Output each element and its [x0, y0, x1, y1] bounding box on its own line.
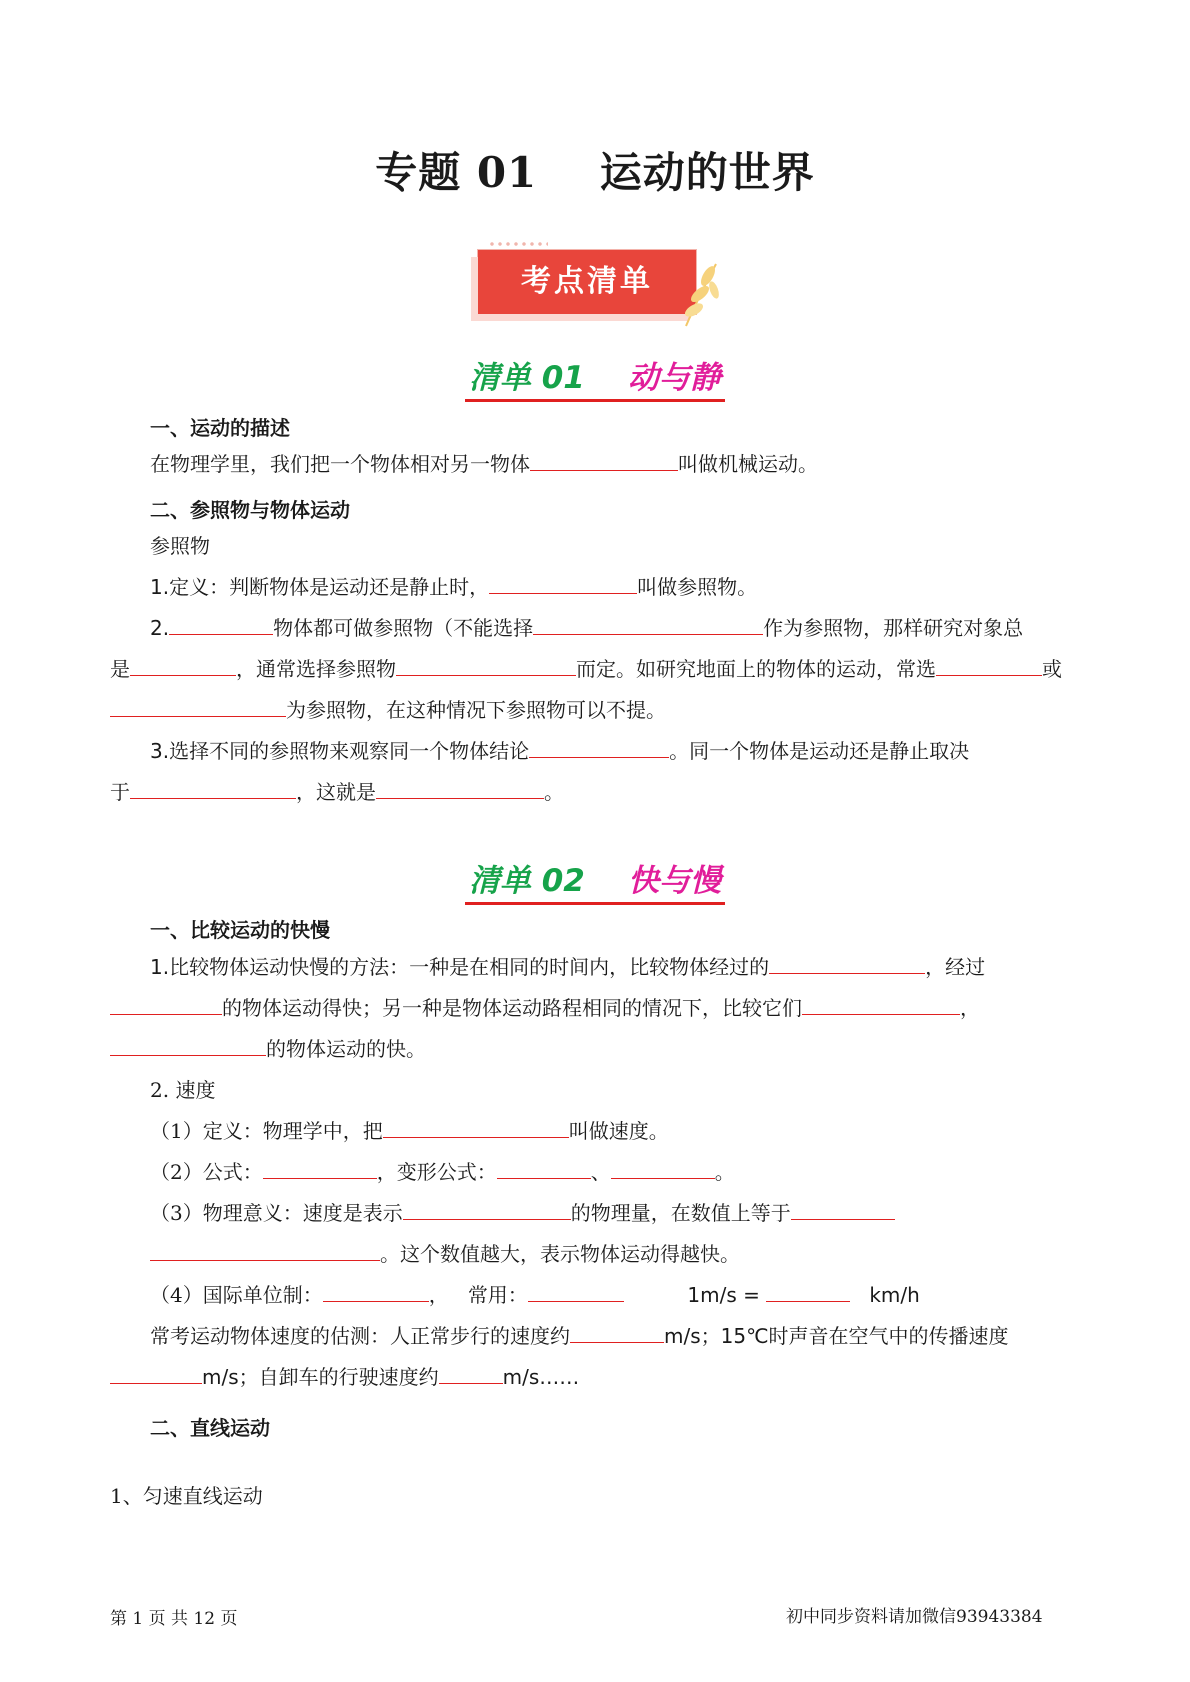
paragraph-meaning-line-1: （3）物理意义：速度是表示 的物理量，在数值上等于: [150, 1201, 895, 1225]
blank-line: [611, 1160, 715, 1179]
paragraph-method-line-3: 的物体运动的快。: [110, 1037, 426, 1061]
title-prefix: 专题: [375, 148, 462, 197]
badge-dots: [488, 240, 548, 248]
blank-line: [150, 1242, 380, 1261]
section-2-number: 02: [541, 863, 585, 899]
section-1-number: 01: [541, 360, 585, 396]
paragraph-2-line-2: 是 ，通常选择参照物 而定。如研究地面上的物体的运动，常选 或: [110, 657, 1062, 681]
blank-line: [528, 1283, 624, 1302]
badge-label: 考点清单: [521, 264, 653, 299]
paragraph-3-line-1: 3.选择不同的参照物来观察同一个物体结论 。同一个物体是运动还是静止取决: [150, 739, 970, 763]
blank-line: [570, 1324, 664, 1343]
paragraph-meaning-line-2: 。这个数值越大，表示物体运动得越快。: [150, 1242, 740, 1266]
blank-line: [130, 657, 236, 676]
paragraph-2-line-1: 2. 物体都可做参照物（不能选择 作为参照物，那样研究对象总: [150, 616, 1024, 640]
heading-linear-motion: 二、直线运动: [150, 1416, 270, 1440]
blank-line: [769, 955, 925, 974]
paragraph-definition: 1.定义：判断物体是运动还是静止时， 叫做参照物。: [150, 575, 758, 599]
paragraph-method-line-1: 1.比较物体运动快慢的方法：一种是在相同的时间内，比较物体经过的 ，经过: [150, 955, 986, 979]
blank-line: [396, 657, 576, 676]
blank-line: [263, 1160, 377, 1179]
blank-line: [530, 452, 678, 471]
subheading-reference: 参照物: [150, 534, 210, 558]
section-1-topic: 动与静: [628, 360, 722, 396]
section-title-2: [0, 855, 1190, 905]
blank-line: [169, 616, 273, 635]
section-title-1: [0, 352, 1190, 402]
blank-line: [110, 1365, 202, 1384]
blank-line: [323, 1283, 429, 1302]
paragraph-method-line-2: 的物体运动得快；另一种是物体运动路程相同的情况下，比较它们 ，: [110, 996, 980, 1020]
blank-line: [130, 780, 296, 799]
blank-line: [529, 739, 669, 758]
subheading-uniform-motion: 1、匀速直线运动: [110, 1484, 263, 1508]
blank-line: [383, 1119, 569, 1138]
blank-line: [497, 1160, 591, 1179]
page-title: [0, 140, 1190, 200]
paragraph-3-line-2: 于 ，这就是 。: [110, 780, 564, 804]
paragraph-speed-definition: （1）定义：物理学中，把 叫做速度。: [150, 1119, 669, 1143]
paragraph-estimate-line-2: m/s；自卸车的行驶速度约 m/s……: [110, 1365, 579, 1389]
blank-line: [110, 996, 222, 1015]
section-2-label: 清单: [468, 863, 531, 899]
paragraph-mechanical-motion: 在物理学里，我们把一个物体相对另一物体 叫做机械运动。: [150, 452, 818, 476]
blank-line: [489, 575, 637, 594]
subheading-speed: 2. 速度: [150, 1078, 216, 1102]
heading-motion-description: 一、运动的描述: [150, 416, 290, 440]
blank-line: [403, 1201, 571, 1220]
page-number: 第 1 页 共 12 页: [110, 1609, 238, 1629]
section-1-label: 清单: [468, 360, 531, 396]
paragraph-2-line-3: 为参照物，在这种情况下参照物可以不提。: [110, 698, 666, 722]
blank-line: [376, 780, 544, 799]
blank-line: [936, 657, 1042, 676]
section-2-topic: 快与慢: [628, 863, 722, 899]
blank-line: [110, 1037, 266, 1056]
paragraph-estimate-line-1: 常考运动物体速度的估测：人正常步行的速度约 m/s；15℃时声音在空气中的传播速度: [150, 1324, 1009, 1348]
blank-line: [110, 698, 286, 717]
title-number: 01: [476, 148, 538, 197]
blank-line: [766, 1283, 850, 1302]
blank-line: [791, 1201, 895, 1220]
blank-line: [439, 1365, 503, 1384]
heading-reference-object: 二、参照物与物体运动: [150, 498, 350, 522]
paragraph-formula: （2）公式： ，变形公式： 、 。: [150, 1160, 735, 1184]
paragraph-units: （4）国际单位制： ， 常用： 1m/s = km/h: [150, 1283, 920, 1307]
wheat-leaf-icon: [678, 258, 722, 328]
blank-line: [802, 996, 960, 1015]
blank-line: [533, 616, 763, 635]
footer-note: 初中同步资料请加微信93943384: [786, 1607, 1043, 1627]
title-name: 运动的世界: [599, 148, 815, 197]
heading-compare-speed: 一、比较运动的快慢: [150, 918, 330, 942]
badge: [470, 240, 730, 330]
